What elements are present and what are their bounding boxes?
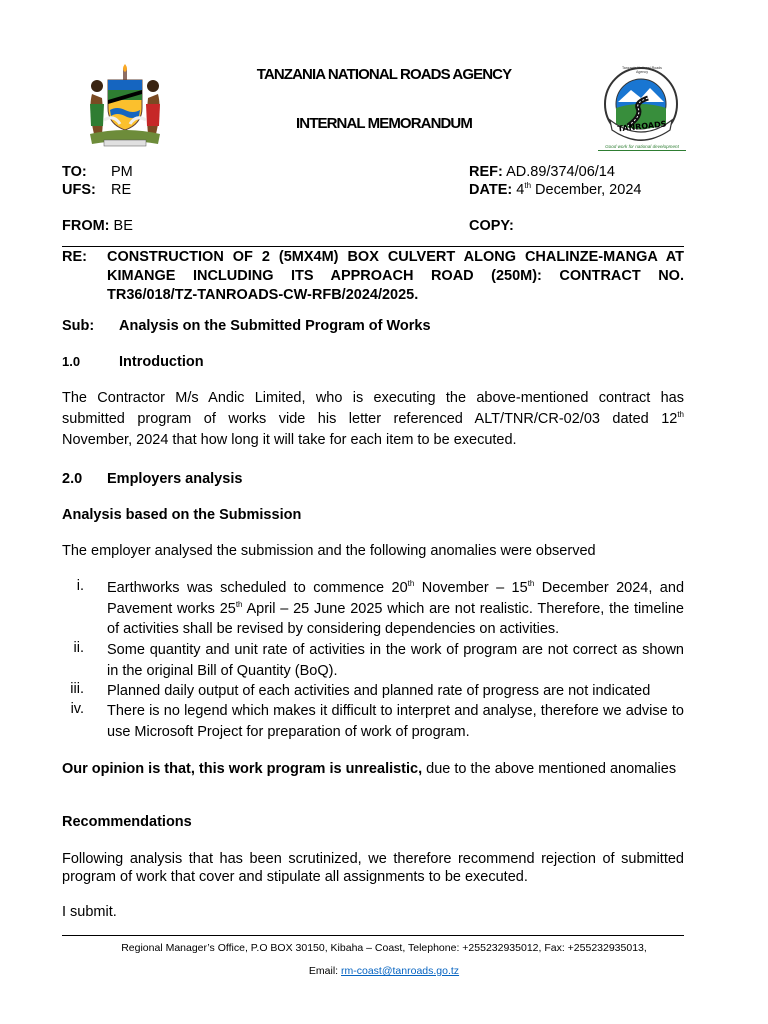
footer-address: Regional Manager’s Office, P.O BOX 30150, Kibaha – Coast, Telephone: +255232935012, Fax: +255232935013,	[121, 942, 647, 954]
section-1-heading: Introduction	[119, 354, 204, 370]
list-item-text: There is no legend which makes it difficult to interpret and analyse, therefore we advise to use Microsoft Project for preparation of work of program.	[107, 703, 684, 740]
section-2-heading: Employers analysis	[107, 471, 243, 487]
ufs-label: UFS:	[62, 182, 96, 198]
tanroads-logo	[598, 64, 686, 158]
sub-text: Analysis on the Submitted Program of Works	[119, 318, 431, 334]
re-line-1: CONSTRUCTION OF 2 (5MX4M) BOX CULVERT ALONG CHALINZE-MANGA AT	[107, 249, 684, 265]
opinion-bold: Our opinion is that, this work program is unrealistic,	[62, 761, 423, 777]
closing-text: I submit.	[62, 904, 117, 920]
footer-email-line	[0, 965, 768, 977]
to-label: TO:	[62, 164, 87, 180]
list-item-number: ii.	[73, 640, 84, 656]
date-label: DATE:	[469, 182, 513, 198]
date-sup: th	[524, 181, 532, 191]
re-line-3: TR36/018/TZ-TANROADS-CW-RFB/2024/2025.	[107, 287, 419, 303]
intro-line-2	[62, 411, 684, 427]
re-label: RE:	[62, 249, 87, 265]
from-line	[62, 218, 133, 234]
tanroads-banner-text: TANROADS	[617, 119, 667, 134]
date-line	[469, 182, 641, 198]
intro-line-2-text: submitted program of works vide his letter referenced ALT/TNR/CR-02/03 dated 12	[62, 411, 678, 427]
footer-divider	[62, 935, 684, 936]
re-line-2: KIMANGE INCLUDING ITS APPROACH ROAD (250M): CONTRACT NO.	[107, 268, 684, 284]
sub-label: Sub:	[62, 318, 95, 334]
intro-line-3: November, 2024 that how long it will take for each item to be executed.	[62, 432, 517, 448]
section-1-number: 1.0	[62, 354, 81, 369]
list-item-text: Some quantity and unit rate of activities in the work of program are not correct as shown in the original Bill of Quantity (BoQ).	[107, 642, 684, 679]
ufs-value: RE	[111, 182, 132, 198]
opinion-paragraph	[62, 760, 684, 778]
analysis-subheading: Analysis based on the Submission	[62, 507, 302, 523]
date-day: 4	[516, 182, 525, 198]
ref-label: REF:	[469, 164, 503, 180]
ref-line	[469, 164, 615, 180]
agency-title: TANZANIA NATIONAL ROADS AGENCY	[256, 66, 512, 83]
list-item-text: Planned daily output of each activities and planned rate of progress are not indicated	[107, 683, 651, 699]
memo-type-title: INTERNAL MEMORANDUM	[296, 115, 472, 132]
intro-line-2-sup: th	[677, 410, 684, 420]
date-rest: December, 2024	[531, 182, 642, 198]
to-value: PM	[111, 164, 133, 180]
list-item-number: i.	[76, 578, 84, 594]
analysis-lead: The employer analysed the submission and the following anomalies were observed	[62, 543, 596, 559]
from-value: BE	[113, 218, 133, 234]
intro-line-1: The Contractor M/s Andic Limited, who is executing the above-mentioned contract has	[62, 390, 684, 406]
ref-value: AD.89/374/06/14	[506, 164, 615, 180]
tanroads-ring-text: Tanzania National Roads Agency	[622, 66, 662, 74]
tanroads-tagline: Good work for national development	[598, 144, 686, 151]
header-divider	[62, 246, 684, 247]
list-item-text: Earthworks was scheduled to commence 20th November – 15th December 2024, and Pavement works 25th April – 25 June 2025 which are not realistic. Therefore, the timeline of activities shall be revised by considering dependencies on activities.	[107, 579, 685, 637]
list-item-number: iii.	[70, 681, 84, 697]
list-item-number: iv.	[70, 701, 84, 717]
section-2-number: 2.0	[62, 471, 83, 487]
recommendations-text: Following analysis that has been scrutinized, we therefore recommend rejection of submitted program of work that cover and stipulate all assignments to be executed.	[62, 851, 684, 885]
copy-label: COPY:	[469, 218, 514, 234]
recommendations-heading: Recommendations	[62, 814, 192, 830]
from-label: FROM:	[62, 218, 110, 234]
footer-email-link[interactable]: rm-coast@tanroads.go.tz	[341, 965, 460, 977]
opinion-rest: due to the above mentioned anomalies	[422, 761, 677, 777]
footer-email-label: Email:	[308, 965, 342, 977]
